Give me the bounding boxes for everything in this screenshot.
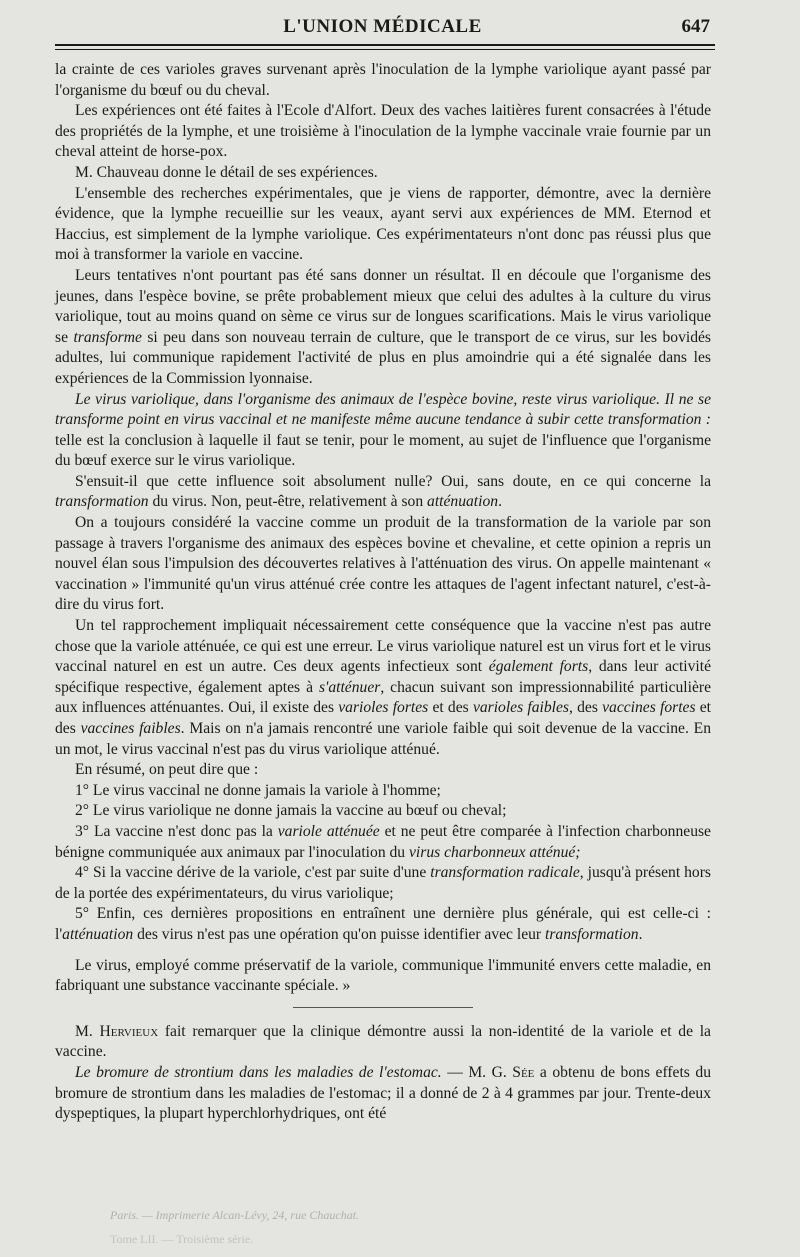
italic-run: virus charbonneux atténué; [409,843,581,861]
text-run: fait remarquer que la clinique démontre aussi la non-identité de la variole et de la vaccine. [55,1022,711,1061]
volume-line: Tome LII. — Troisième série. [110,1232,254,1246]
text-run: si peu dans son nouveau terrain de culture, que le transport de ce virus, sur les bovidés adultes, lui communique rapidement l'activité de plus en plus amoindrie qui a été signalée dans les expériences de la Commission lyonnaise. [55,328,711,387]
paragraph [55,60,711,101]
text-run: et des [428,699,473,717]
italic-run: varioles fortes [338,699,429,717]
text-run: a obtenu de bons effets du bromure de strontium dans les maladies de l'estomac; il a donné de 2 à 4 grammes par jour. Trente-deux dyspeptiques, la plupart hyperchlorhydriques, ont été [55,1063,711,1123]
paragraph [55,163,711,184]
paragraph [55,101,711,163]
paragraph [55,390,711,472]
text-run: , dans leur activité spécifique respective, également aptes à [55,658,711,696]
italic-run: transforme [73,328,142,346]
italic-run: transformation radicale [430,864,580,882]
text-run: M. Hervieux [75,1022,159,1040]
page-number: 647 [681,16,710,37]
text-run: Le virus, employé comme préservatif de la variole, communique l'immunité envers cette maladie, en fabriquant une substance vaccinante spéciale. » [55,956,711,995]
text-run: . [638,925,643,943]
text-run: L'ensemble des recherches expérimentales, que je viens de rapporter, démontre, avec la dernière évidence, que la lymphe recueillie sur les veaux, ayant servi aux expériences de MM. Eternod et Haccius, est simplement de la lymphe variolique. Ces expérimentateurs n'ont donc pas réussi plus que moi à transformer la variole en vaccine. [55,184,711,264]
paragraph [55,472,711,513]
header-rule-thin [55,49,715,50]
italic-run: transformation [545,925,639,943]
printer-imprint: Paris. — Imprimerie Alcan-Lévy, 24, rue Chauchat. [110,1208,360,1222]
italic-run: vaccines faibles [80,720,181,737]
article-body [55,60,711,1125]
italic-run: Le bromure de strontium dans les maladies de l'estomac. [75,1063,442,1081]
italic-run: Le virus variolique, dans l'organisme des animaux de l'espèce bovine, reste virus variolique. Il ne se transforme point en virus vaccinal et ne manifeste même aucune tendance à subir cette transformation : [55,390,711,429]
paragraph [55,184,711,266]
text-run: — M. G. [441,1063,513,1081]
text-run: et ne peut être comparée à l'infection charbonneuse bénigne communiquée aux animaux par l'inoculation du [55,822,711,861]
spacer [55,946,711,956]
text-run: 2° Le virus variolique ne donne jamais la vaccine au bœuf ou cheval; [75,802,507,820]
paragraph [55,956,711,997]
text-run: Sée [512,1063,535,1081]
text-run: . Mais on n'a jamais rencontré une variole faible qui soit devenue de la vaccine. En un mot, le virus vaccinal n'est pas du virus variolique atténué. [55,720,711,758]
paragraph [55,904,711,945]
text-run: M. Chauveau donne le détail de ses expériences. [75,163,378,181]
text-run: la crainte de ces varioles graves survenant après l'inoculation de la lymphe variolique ayant passé par l'organisme du bœuf ou du cheval. [55,61,711,99]
paragraph [55,1022,711,1063]
italic-run: vaccines fortes [602,699,696,717]
text-run: telle est la conclusion à laquelle il faut se tenir, pour le moment, au sujet de l'influence que l'organisme du bœuf exerce sur le virus variolique. [55,431,711,470]
text-run: Un tel rapprochement impliquait nécessairement cette conséquence que la vaccine n'est pas autre chose que la variole atténuée, ce qui est une erreur. Le virus variolique naturel est un virus fort et le virus vaccinal naturel en est un autre. Ces deux agents infectieux sont [55,617,711,676]
text-run: 4° Si la vaccine dérive de la variole, c'est par suite d'une [75,864,431,882]
paragraph [55,781,711,802]
text-run: On a toujours considéré la vaccine comme un produit de la transformation de la variole par son passage à travers l'organisme des animaux des espèces bovine et chevaline, et cette opinion a repris un nouvel élan sous l'impulsion des découvertes relatives à l'atténuation des virus. On appelle maintenant « vaccination » l'immunité qu'un virus atténué crée contre les attaques de l'agent infectant naturel, c'est-à-dire du virus fort. [55,514,711,614]
italic-run: atténuation [62,925,134,943]
paragraph [55,822,711,863]
text-run: , des [568,699,603,717]
text-run: En résumé, on peut dire que : [75,761,259,779]
italic-run: s'atténuer [318,678,381,696]
text-run: Les expériences ont été faites à l'Ecole d'Alfort. Deux des vaches laitières furent consacrées à l'étude des propriétés de la lymphe, et une troisième à l'inoculation de la lymphe vaccinale vraie fournie par un cheval atteint de horse-pox. [55,102,711,161]
text-run: des virus n'est pas une opération qu'on puisse identifier avec leur [133,925,546,943]
italic-run: transformation [55,493,149,511]
text-run: S'ensuit-il que cette influence soit absolument nulle? Oui, sans doute, en ce qui concerne la [75,472,711,490]
running-header [55,14,710,42]
paragraph [55,616,711,760]
paragraph [55,266,711,390]
paragraph [55,863,711,904]
paragraph [55,513,711,616]
text-run: 5° Enfin, ces dernières propositions en entraînent une dernière plus générale, qui est celle-ci : l' [55,905,711,943]
header-rule-thick [55,44,715,46]
italic-run: atténuation [427,493,499,511]
italic-run: également forts [488,658,589,676]
text-run: Leurs tentatives n'ont pourtant pas été sans donner un résultat. Il en découle que l'organisme des jeunes, dans l'espèce bovine, se prête probablement mieux que celui des adultes à la culture du virus variolique, tout au moins quand on sème ce virus sur de longues scarifications. Mais le virus variolique se [55,266,711,346]
text-run: 3° La vaccine n'est donc pas la [75,822,278,840]
text-run: 1° Le virus vaccinal ne donne jamais la variole à l'homme; [75,781,441,799]
paragraph [55,801,711,822]
text-run: . [498,493,502,511]
italic-run: variole atténuée [277,822,380,840]
paragraph [55,1063,711,1125]
text-run: et des [55,699,711,737]
text-run: , chacun suivant son impressionnabilité particulière aux influences atténuantes. Oui, il existe des [55,678,711,717]
text-run: du virus. Non, peut-être, relativement à son [148,493,428,511]
text-run: , jusqu'à présent hors de la portée des expérimentateurs, du virus variolique; [55,864,711,902]
journal-title: L'UNION MÉDICALE [283,16,482,37]
paragraph [55,760,711,781]
section-divider [293,1007,473,1008]
italic-run: varioles faibles [472,699,569,717]
